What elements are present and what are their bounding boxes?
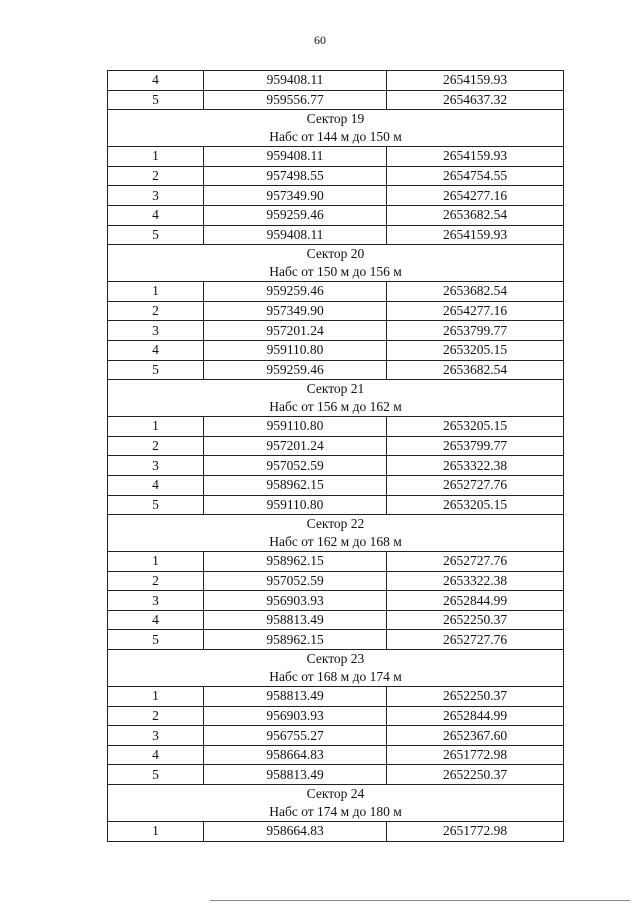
x-coordinate-cell: 956903.93 — [204, 591, 387, 611]
x-coordinate-cell: 959110.80 — [204, 495, 387, 515]
y-coordinate-cell: 2654637.32 — [387, 90, 564, 110]
y-coordinate-cell: 2653205.15 — [387, 340, 564, 360]
point-number-cell: 5 — [108, 90, 204, 110]
sector-height-range: Набс от 168 м до 174 м — [269, 669, 402, 685]
sector-header-row — [108, 110, 564, 147]
point-row — [108, 571, 564, 591]
sector-header-cell — [108, 245, 564, 282]
point-row — [108, 822, 564, 842]
point-number-cell: 2 — [108, 706, 204, 726]
point-number-cell: 2 — [108, 166, 204, 186]
sector-title: Сектор 20 — [306, 246, 365, 262]
sector-header-row — [108, 245, 564, 282]
x-coordinate-cell: 959110.80 — [204, 340, 387, 360]
x-coordinate-cell: 959408.11 — [204, 225, 387, 245]
y-coordinate-cell: 2654754.55 — [387, 166, 564, 186]
sector-title: Сектор 19 — [306, 111, 365, 127]
sector-header-cell — [108, 110, 564, 147]
point-number-cell: 1 — [108, 147, 204, 167]
point-number-cell: 5 — [108, 765, 204, 785]
x-coordinate-cell: 958813.49 — [204, 765, 387, 785]
point-row — [108, 321, 564, 341]
point-number-cell: 1 — [108, 822, 204, 842]
y-coordinate-cell: 2654277.16 — [387, 301, 564, 321]
y-coordinate-cell: 2653322.38 — [387, 456, 564, 476]
y-coordinate-cell: 2654159.93 — [387, 71, 564, 91]
sector-title: Сектор 23 — [306, 651, 365, 667]
point-row — [108, 687, 564, 707]
sector-header-cell — [108, 515, 564, 552]
sector-header-cell — [108, 650, 564, 687]
y-coordinate-cell: 2654159.93 — [387, 225, 564, 245]
point-row — [108, 225, 564, 245]
y-coordinate-cell: 2653205.15 — [387, 417, 564, 437]
point-row — [108, 301, 564, 321]
point-number-cell: 2 — [108, 571, 204, 591]
x-coordinate-cell: 959556.77 — [204, 90, 387, 110]
point-number-cell: 4 — [108, 610, 204, 630]
x-coordinate-cell: 958962.15 — [204, 475, 387, 495]
y-coordinate-cell: 2653799.77 — [387, 436, 564, 456]
sector-title: Сектор 24 — [306, 786, 365, 802]
point-row — [108, 166, 564, 186]
sector-header-cell — [108, 785, 564, 822]
coordinates-table — [107, 70, 564, 842]
x-coordinate-cell: 959259.46 — [204, 282, 387, 302]
sector-title: Сектор 21 — [306, 381, 365, 397]
point-row — [108, 436, 564, 456]
point-row — [108, 90, 564, 110]
y-coordinate-cell: 2652250.37 — [387, 687, 564, 707]
y-coordinate-cell: 2654159.93 — [387, 147, 564, 167]
sector-height-range: Набс от 150 м до 156 м — [269, 264, 402, 280]
sector-height-range: Набс от 174 м до 180 м — [269, 804, 402, 820]
page-number: 60 — [314, 33, 326, 47]
point-row — [108, 147, 564, 167]
point-row — [108, 610, 564, 630]
y-coordinate-cell: 2652727.76 — [387, 630, 564, 650]
point-row — [108, 630, 564, 650]
sector-header-cell — [108, 380, 564, 417]
point-number-cell: 5 — [108, 630, 204, 650]
sector-header-row — [108, 515, 564, 552]
y-coordinate-cell: 2651772.98 — [387, 745, 564, 765]
point-number-cell: 5 — [108, 225, 204, 245]
point-number-cell: 4 — [108, 340, 204, 360]
point-number-cell: 3 — [108, 186, 204, 206]
point-number-cell: 1 — [108, 552, 204, 572]
x-coordinate-cell: 957052.59 — [204, 456, 387, 476]
y-coordinate-cell: 2652367.60 — [387, 726, 564, 746]
point-number-cell: 4 — [108, 745, 204, 765]
point-row — [108, 71, 564, 91]
x-coordinate-cell: 957349.90 — [204, 301, 387, 321]
x-coordinate-cell: 957349.90 — [204, 186, 387, 206]
point-number-cell: 3 — [108, 591, 204, 611]
sector-header-row — [108, 380, 564, 417]
point-number-cell: 5 — [108, 495, 204, 515]
sector-height-range: Набс от 144 м до 150 м — [269, 129, 402, 145]
y-coordinate-cell: 2652250.37 — [387, 765, 564, 785]
point-row — [108, 706, 564, 726]
point-number-cell: 4 — [108, 205, 204, 225]
x-coordinate-cell: 959259.46 — [204, 205, 387, 225]
point-row — [108, 282, 564, 302]
point-row — [108, 360, 564, 380]
x-coordinate-cell: 957052.59 — [204, 571, 387, 591]
point-row — [108, 456, 564, 476]
point-row — [108, 475, 564, 495]
point-row — [108, 591, 564, 611]
point-row — [108, 552, 564, 572]
point-number-cell: 1 — [108, 417, 204, 437]
x-coordinate-cell: 958962.15 — [204, 630, 387, 650]
point-row — [108, 186, 564, 206]
point-number-cell: 3 — [108, 321, 204, 341]
y-coordinate-cell: 2653682.54 — [387, 360, 564, 380]
point-number-cell: 4 — [108, 475, 204, 495]
x-coordinate-cell: 956903.93 — [204, 706, 387, 726]
point-number-cell: 1 — [108, 687, 204, 707]
sector-header-row — [108, 650, 564, 687]
coordinates-table-body — [108, 71, 564, 842]
sector-title: Сектор 22 — [306, 516, 365, 532]
y-coordinate-cell: 2653682.54 — [387, 282, 564, 302]
x-coordinate-cell: 959408.11 — [204, 147, 387, 167]
point-row — [108, 417, 564, 437]
y-coordinate-cell: 2652727.76 — [387, 475, 564, 495]
y-coordinate-cell: 2651772.98 — [387, 822, 564, 842]
y-coordinate-cell: 2653205.15 — [387, 495, 564, 515]
point-number-cell: 5 — [108, 360, 204, 380]
point-row — [108, 765, 564, 785]
y-coordinate-cell: 2652844.99 — [387, 706, 564, 726]
point-number-cell: 3 — [108, 456, 204, 476]
y-coordinate-cell: 2652250.37 — [387, 610, 564, 630]
x-coordinate-cell: 959110.80 — [204, 417, 387, 437]
x-coordinate-cell: 959259.46 — [204, 360, 387, 380]
x-coordinate-cell: 957498.55 — [204, 166, 387, 186]
x-coordinate-cell: 957201.24 — [204, 321, 387, 341]
point-number-cell: 2 — [108, 436, 204, 456]
y-coordinate-cell: 2653322.38 — [387, 571, 564, 591]
x-coordinate-cell: 958664.83 — [204, 822, 387, 842]
point-row — [108, 205, 564, 225]
x-coordinate-cell: 956755.27 — [204, 726, 387, 746]
point-number-cell: 2 — [108, 301, 204, 321]
y-coordinate-cell: 2653682.54 — [387, 205, 564, 225]
point-number-cell: 4 — [108, 71, 204, 91]
point-row — [108, 726, 564, 746]
x-coordinate-cell: 957201.24 — [204, 436, 387, 456]
x-coordinate-cell: 958962.15 — [204, 552, 387, 572]
sector-header-row — [108, 785, 564, 822]
y-coordinate-cell: 2653799.77 — [387, 321, 564, 341]
point-number-cell: 1 — [108, 282, 204, 302]
sector-height-range: Набс от 162 м до 168 м — [269, 534, 402, 550]
y-coordinate-cell: 2652844.99 — [387, 591, 564, 611]
y-coordinate-cell: 2652727.76 — [387, 552, 564, 572]
sector-height-range: Набс от 156 м до 162 м — [269, 399, 402, 415]
x-coordinate-cell: 959408.11 — [204, 71, 387, 91]
y-coordinate-cell: 2654277.16 — [387, 186, 564, 206]
point-row — [108, 340, 564, 360]
point-row — [108, 745, 564, 765]
point-number-cell: 3 — [108, 726, 204, 746]
point-row — [108, 495, 564, 515]
x-coordinate-cell: 958813.49 — [204, 610, 387, 630]
x-coordinate-cell: 958813.49 — [204, 687, 387, 707]
page-bottom-edge — [210, 900, 630, 901]
x-coordinate-cell: 958664.83 — [204, 745, 387, 765]
